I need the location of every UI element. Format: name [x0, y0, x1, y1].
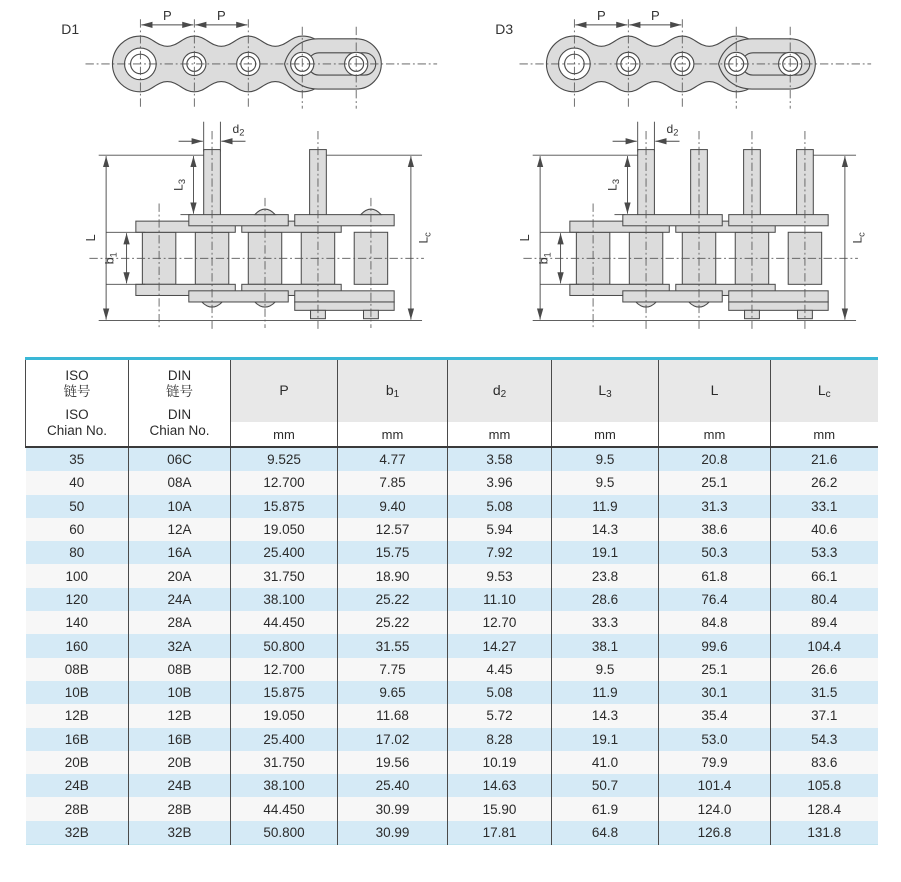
table-cell: 12.70	[448, 611, 552, 634]
header-line: ISO	[65, 367, 89, 383]
table-cell: 101.4	[659, 774, 771, 797]
table-cell: 14.3	[552, 704, 659, 727]
dim-label-Lc: $L_c$	[416, 232, 433, 244]
table-cell: 11.10	[448, 588, 552, 611]
table-cell: 30.99	[338, 797, 448, 820]
spec-table-header	[26, 359, 878, 448]
table-cell: 23.8	[552, 564, 659, 587]
chain-side-view-d3	[486, 118, 886, 341]
table-cell: 80.4	[771, 588, 878, 611]
table-row	[26, 634, 878, 657]
unit-cell: mm	[552, 422, 659, 447]
table-cell: 30.1	[659, 681, 771, 704]
table-row	[26, 471, 878, 494]
table-cell: 17.81	[448, 821, 552, 845]
table-cell: 16B	[129, 728, 231, 751]
table-cell: 25.40	[338, 774, 448, 797]
table-cell: 25.1	[659, 471, 771, 494]
header-dim-Lc: $L_c$	[771, 359, 878, 423]
chain-side-view-d3-svg	[486, 118, 886, 341]
table-cell: 15.875	[231, 681, 338, 704]
unit-cell: mm	[231, 422, 338, 447]
table-row	[26, 797, 878, 820]
chain-side-view-d1	[52, 118, 452, 341]
table-cell: 12.57	[338, 518, 448, 541]
connecting-plate	[295, 302, 394, 310]
table-cell: 5.08	[448, 681, 552, 704]
connecting-plate	[729, 302, 828, 310]
table-cell: 41.0	[552, 751, 659, 774]
table-cell: 50	[26, 495, 129, 518]
table-cell: 60	[26, 518, 129, 541]
dim-label-b1: $b_1$	[536, 252, 553, 265]
table-row	[26, 774, 878, 797]
header-line: 链号	[166, 383, 193, 399]
dim-label-d2: $d_2$	[666, 121, 679, 138]
table-cell: 32B	[129, 821, 231, 845]
table-row	[26, 518, 878, 541]
table-cell: 140	[26, 611, 129, 634]
table-cell: 15.75	[338, 541, 448, 564]
table-cell: 19.56	[338, 751, 448, 774]
table-cell: 25.400	[231, 728, 338, 751]
header-line: DIN	[167, 367, 192, 383]
table-row	[26, 751, 878, 774]
table-cell: 9.5	[552, 658, 659, 681]
table-cell: 31.750	[231, 751, 338, 774]
table-cell: 50.800	[231, 821, 338, 845]
table-cell: 20B	[26, 751, 129, 774]
dim-label-L: L	[82, 234, 98, 242]
table-cell: 8.28	[448, 728, 552, 751]
centerlines	[85, 19, 437, 108]
table-cell: 5.08	[448, 495, 552, 518]
table-cell: 20A	[129, 564, 231, 587]
header-line: 链号	[63, 383, 91, 399]
header-line: Chian No.	[149, 422, 210, 438]
table-cell: 26.6	[771, 658, 878, 681]
table-cell: 12A	[129, 518, 231, 541]
header-dim-b1: $b_1$	[338, 359, 448, 423]
table-cell: 120	[26, 588, 129, 611]
dim-label-d2: $d_2$	[232, 121, 245, 138]
table-cell: 76.4	[659, 588, 771, 611]
table-cell: 14.3	[552, 518, 659, 541]
top-view-row	[52, 8, 901, 118]
table-row	[26, 704, 878, 727]
unit-cell: mm	[448, 422, 552, 447]
table-cell: 33.3	[552, 611, 659, 634]
pitch-label: P	[163, 8, 172, 24]
table-row	[26, 821, 878, 845]
diagram-label-d3: D3	[495, 21, 514, 38]
table-cell: 61.8	[659, 564, 771, 587]
table-cell: 40	[26, 471, 129, 494]
table-row	[26, 447, 878, 471]
table-cell: 3.96	[448, 471, 552, 494]
table-cell: 31.5	[771, 681, 878, 704]
table-cell: 126.8	[659, 821, 771, 845]
table-cell: 11.68	[338, 704, 448, 727]
unit-cell: mm	[771, 422, 878, 447]
pitch-label: P	[216, 8, 226, 24]
table-cell: 28A	[129, 611, 231, 634]
table-cell: 31.3	[659, 495, 771, 518]
table-cell: 84.8	[659, 611, 771, 634]
table-cell: 08B	[26, 658, 129, 681]
table-cell: 80	[26, 541, 129, 564]
table-cell: 11.9	[552, 495, 659, 518]
table-cell: 44.450	[231, 797, 338, 820]
table-cell: 53.0	[659, 728, 771, 751]
table-cell: 54.3	[771, 728, 878, 751]
table-cell: 10A	[129, 495, 231, 518]
table-row	[26, 495, 878, 518]
header-din-chain-no	[129, 359, 231, 448]
table-cell: 83.6	[771, 751, 878, 774]
table-cell: 16A	[129, 541, 231, 564]
dim-label-Lc: $L_c$	[850, 232, 867, 244]
dim-label-L3: $L_3$	[171, 178, 188, 191]
table-row	[26, 541, 878, 564]
table-cell: 24B	[26, 774, 129, 797]
table-cell: 12.700	[231, 471, 338, 494]
side-view-row	[52, 118, 901, 341]
table-cell: 33.1	[771, 495, 878, 518]
table-row	[26, 681, 878, 704]
table-row	[26, 658, 878, 681]
table-cell: 40.6	[771, 518, 878, 541]
header-line: Chian No.	[46, 422, 108, 438]
table-cell: 31.750	[231, 564, 338, 587]
table-cell: 105.8	[771, 774, 878, 797]
table-cell: 64.8	[552, 821, 659, 845]
table-cell: 37.1	[771, 704, 878, 727]
table-cell: 20B	[129, 751, 231, 774]
table-cell: 17.02	[338, 728, 448, 751]
table-cell: 35.4	[659, 704, 771, 727]
table-cell: 7.85	[338, 471, 448, 494]
table-cell: 9.53	[448, 564, 552, 587]
pitch-label: P	[597, 8, 606, 24]
table-cell: 10B	[129, 681, 231, 704]
diagram-area	[0, 0, 901, 341]
table-cell: 9.65	[338, 681, 448, 704]
spec-table	[25, 357, 878, 845]
dim-label-L: L	[516, 234, 532, 242]
spec-table-body	[26, 447, 878, 845]
table-cell: 19.050	[231, 704, 338, 727]
chain-top-view-d1-svg	[52, 8, 452, 118]
unit-cell: mm	[338, 422, 448, 447]
dim-label-L3: $L_3$	[605, 178, 622, 191]
table-cell: 32A	[129, 634, 231, 657]
table-cell: 35	[26, 447, 129, 471]
table-cell: 9.40	[338, 495, 448, 518]
table-cell: 99.6	[659, 634, 771, 657]
table-cell: 19.1	[552, 541, 659, 564]
table-cell: 5.94	[448, 518, 552, 541]
header-dim-L3: $L_3$	[552, 359, 659, 423]
pitch-label: P	[650, 8, 660, 24]
table-cell: 61.9	[552, 797, 659, 820]
diagram-label-d1: D1	[61, 21, 80, 38]
table-cell: 5.72	[448, 704, 552, 727]
unit-cell: mm	[659, 422, 771, 447]
table-cell: 7.92	[448, 541, 552, 564]
table-row	[26, 588, 878, 611]
table-cell: 104.4	[771, 634, 878, 657]
table-cell: 20.8	[659, 447, 771, 471]
table-cell: 06C	[129, 447, 231, 471]
table-cell: 25.1	[659, 658, 771, 681]
table-cell: 9.525	[231, 447, 338, 471]
table-cell: 4.77	[338, 447, 448, 471]
table-row	[26, 564, 878, 587]
header-line: ISO	[65, 406, 89, 422]
table-cell: 24B	[129, 774, 231, 797]
table-cell: 100	[26, 564, 129, 587]
table-cell: 44.450	[231, 611, 338, 634]
header-dim-L: L	[659, 359, 771, 423]
table-cell: 18.90	[338, 564, 448, 587]
table-cell: 25.22	[338, 611, 448, 634]
table-cell: 38.1	[552, 634, 659, 657]
table-cell: 11.9	[552, 681, 659, 704]
header-dim-d2: $d_2$	[448, 359, 552, 423]
table-cell: 12B	[26, 704, 129, 727]
table-cell: 124.0	[659, 797, 771, 820]
table-cell: 28B	[129, 797, 231, 820]
table-cell: 131.8	[771, 821, 878, 845]
table-cell: 31.55	[338, 634, 448, 657]
table-cell: 4.45	[448, 658, 552, 681]
table-cell: 08A	[129, 471, 231, 494]
table-cell: 32B	[26, 821, 129, 845]
table-cell: 38.100	[231, 774, 338, 797]
table-cell: 24A	[129, 588, 231, 611]
header-line: DIN	[167, 406, 192, 422]
centerlines	[519, 19, 871, 108]
chain-top-view-d3	[486, 8, 886, 118]
table-row	[26, 728, 878, 751]
table-cell: 9.5	[552, 447, 659, 471]
table-cell: 50.7	[552, 774, 659, 797]
table-cell: 53.3	[771, 541, 878, 564]
table-cell: 89.4	[771, 611, 878, 634]
chain-top-view-d1	[52, 8, 452, 118]
dim-label-b1: $b_1$	[102, 252, 119, 265]
table-cell: 25.22	[338, 588, 448, 611]
table-cell: 14.27	[448, 634, 552, 657]
table-cell: 128.4	[771, 797, 878, 820]
table-row	[26, 611, 878, 634]
table-cell: 3.58	[448, 447, 552, 471]
table-cell: 28.6	[552, 588, 659, 611]
table-cell: 50.3	[659, 541, 771, 564]
table-cell: 15.875	[231, 495, 338, 518]
table-cell: 160	[26, 634, 129, 657]
table-cell: 9.5	[552, 471, 659, 494]
table-cell: 16B	[26, 728, 129, 751]
table-cell: 10.19	[448, 751, 552, 774]
table-cell: 19.050	[231, 518, 338, 541]
table-cell: 38.100	[231, 588, 338, 611]
table-cell: 26.2	[771, 471, 878, 494]
table-cell: 7.75	[338, 658, 448, 681]
table-cell: 38.6	[659, 518, 771, 541]
table-cell: 19.1	[552, 728, 659, 751]
table-cell: 12.700	[231, 658, 338, 681]
table-cell: 25.400	[231, 541, 338, 564]
chain-side-view-d1-svg	[52, 118, 452, 341]
table-cell: 28B	[26, 797, 129, 820]
header-iso-chain-no	[26, 359, 129, 448]
table-cell: 10B	[26, 681, 129, 704]
chain-top-view-d3-svg	[486, 8, 886, 118]
table-cell: 15.90	[448, 797, 552, 820]
table-cell: 14.63	[448, 774, 552, 797]
table-cell: 30.99	[338, 821, 448, 845]
table-cell: 12B	[129, 704, 231, 727]
table-cell: 66.1	[771, 564, 878, 587]
table-cell: 21.6	[771, 447, 878, 471]
table-cell: 08B	[129, 658, 231, 681]
table-cell: 79.9	[659, 751, 771, 774]
table-cell: 50.800	[231, 634, 338, 657]
header-dim-P: P	[231, 359, 338, 423]
